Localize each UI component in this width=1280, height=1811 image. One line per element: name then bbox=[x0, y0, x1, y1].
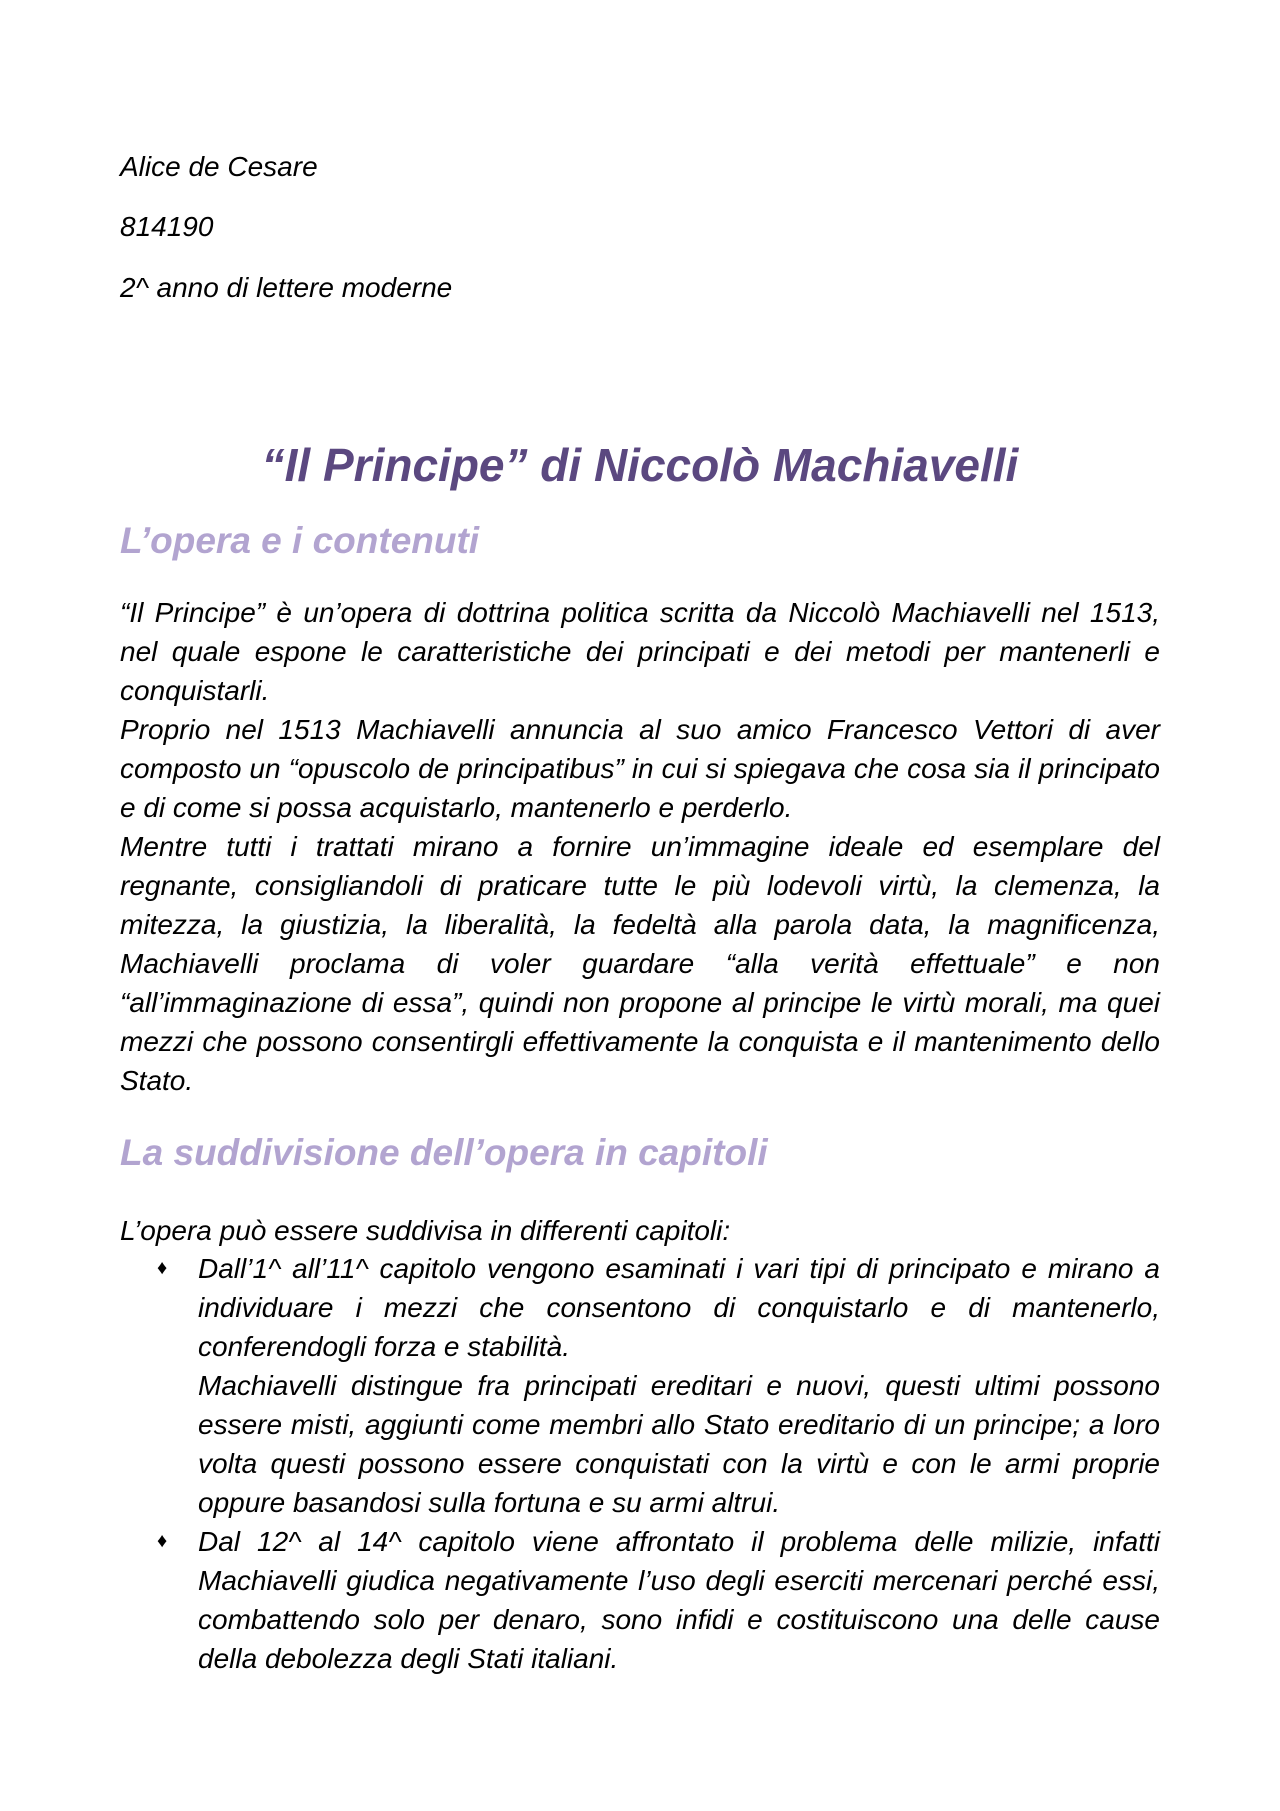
section-body-opera bbox=[120, 593, 1160, 1100]
student-id: 814190 bbox=[120, 211, 214, 242]
paragraph: Machiavelli distingue fra principati ereditari e nuovi, questi ultimi possono essere misti, aggiunti come membri allo Stato ereditario di un principe; a loro volta questi possono essere conquistati con la virtù e con le armi proprie oppure basandosi sulla fortuna e su armi altrui. bbox=[198, 1370, 1160, 1518]
chapters-list bbox=[120, 1249, 1160, 1678]
list-item bbox=[120, 1249, 1160, 1522]
paragraph: Mentre tutti i trattati mirano a fornire un’immagine ideale ed esemplare del regnante, consigliandoli di praticare tutte le più lodevoli virtù, la clemenza, la mitezza, la giustizia, la liberalità, la fedeltà alla parola data, la magnificenza, Machiavelli proclama di voler guardare “alla verità effettuale” e non “all’immaginazione di essa”, quindi non propone al principe le virtù morali, ma quei mezzi che possono consentirgli effettivamente la conquista e il mantenimento dello Stato. bbox=[120, 831, 1160, 1096]
author-name: Alice de Cesare bbox=[120, 151, 318, 182]
paragraph: “Il Principe” è un’opera di dottrina politica scritta da Niccolò Machiavelli nel 1513, nel quale espone le caratteristiche dei principati e dei metodi per mantenerli e conquistarli. bbox=[120, 597, 1160, 706]
paragraph: Dal 12^ al 14^ capitolo viene affrontato il problema delle milizie, infatti Machiavelli giudica negativamente l’uso degli eserciti mercenari perché essi, combattendo solo per denaro, sono infidi e costituiscono una delle cause della debolezza degli Stati italiani. bbox=[198, 1526, 1160, 1674]
section-heading-opera: L’opera e i contenuti bbox=[120, 520, 480, 561]
list-item bbox=[120, 1522, 1160, 1678]
chapters-intro: L’opera può essere suddivisa in differenti capitoli: bbox=[120, 1215, 731, 1246]
paragraph: Dall’1^ all’11^ capitolo vengono esaminati i vari tipi di principato e mirano a individuare i mezzi che consentono di conquistarlo e di mantenerlo, conferendogli forza e stabilità. bbox=[198, 1253, 1160, 1362]
diamond-bullet-icon: ♦ bbox=[157, 1257, 168, 1279]
course-year: 2^ anno di lettere moderne bbox=[120, 272, 453, 303]
document-title: “Il Principe” di Niccolò Machiavelli bbox=[261, 439, 1019, 491]
diamond-bullet-icon: ♦ bbox=[157, 1530, 168, 1552]
paragraph: Proprio nel 1513 Machiavelli annuncia al suo amico Francesco Vettori di aver composto un “opuscolo de principatibus” in cui si spiegava che cosa sia il principato e di come si possa acquistarlo, mantenerlo e perderlo. bbox=[120, 714, 1160, 823]
section-heading-capitoli: La suddivisione dell’opera in capitoli bbox=[120, 1132, 768, 1173]
